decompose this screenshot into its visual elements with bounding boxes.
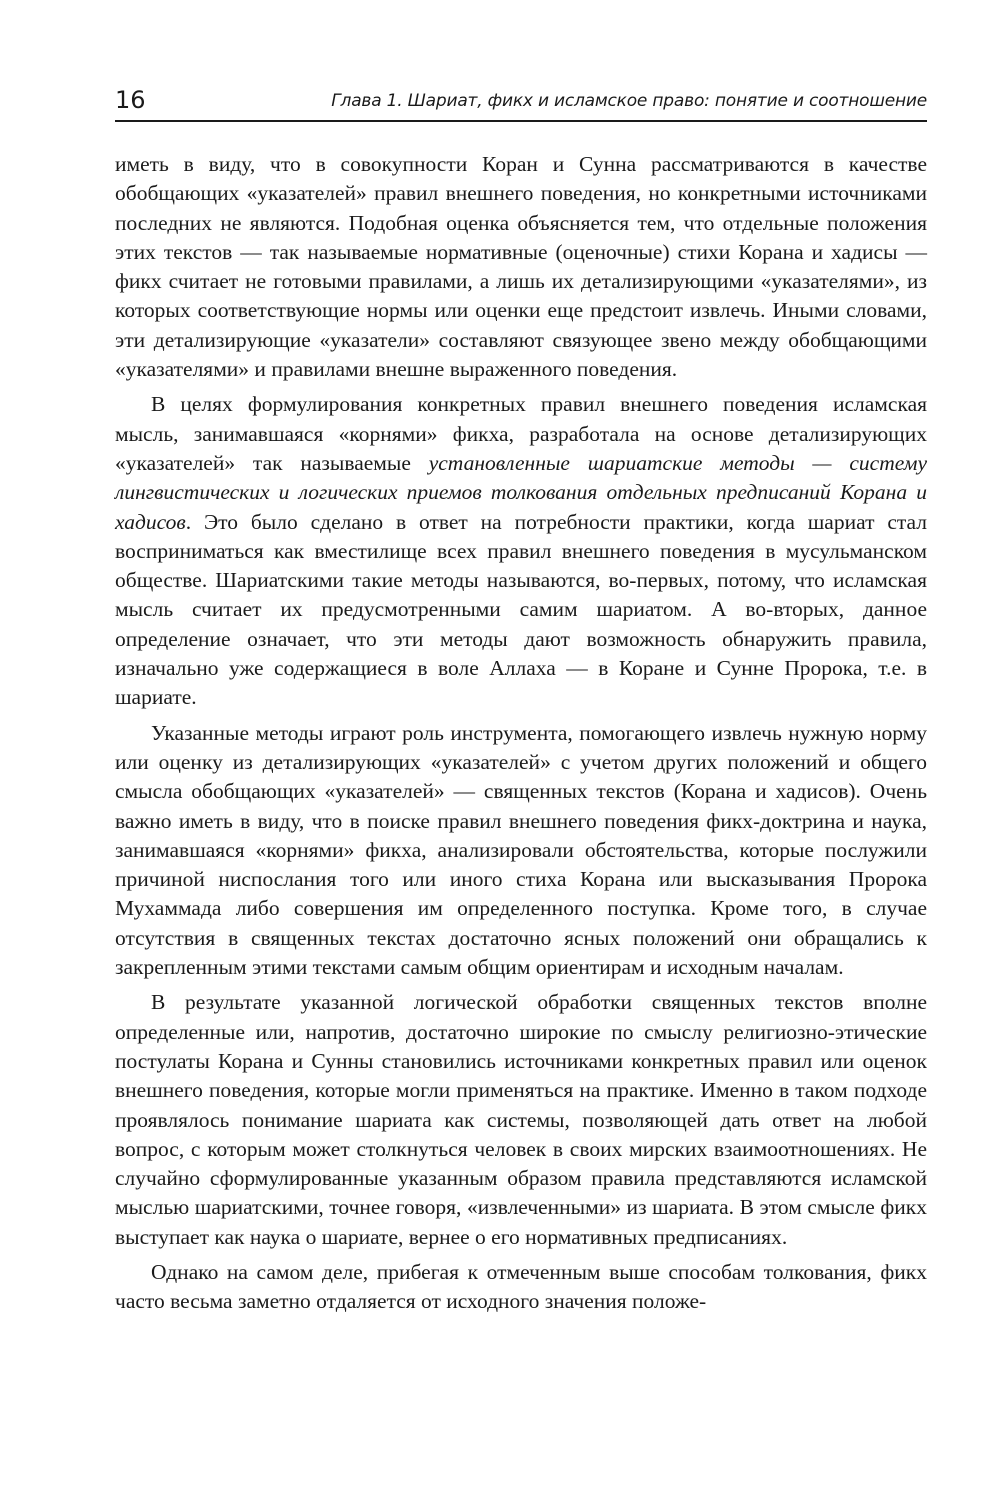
- paragraph-2-text-before: В целях формулирования конкретных правил внешнего поведения исламская мысль, занимавшаяся «корнями» фикха, разработала на основе детализирующих «указателей» так называемые: [115, 392, 927, 475]
- body-text: [115, 150, 927, 1317]
- page-header: [115, 84, 927, 122]
- paragraph-2: [115, 390, 927, 712]
- paragraph-4: В результате указанной логической обработки священных текстов вполне определенные или, напротив, достаточно широкие по смыслу религиозно-этические постулаты Корана и Сунны становились источниками конкретных правил или оценок внешнего поведения, которые могли применяться на практике. Именно в таком подходе проявлялось понимание шариата как системы, позволяющей дать ответ на любой вопрос, с которым может столкнуться человек в своих мирских взаимоотношениях. Не случайно сформулированные указанным образом правила представляются исламской мыслью шариатскими, точнее говоря, «извлеченными» из шариата. В этом смысле фикх выступает как наука о шариате, вернее о его нормативных предписаниях.: [115, 990, 927, 1249]
- paragraph-2-text-after: . Это было сделано в ответ на потребности практики, когда шариат стал восприниматься как вместилище всех правил внешнего поведения в мусульманском обществе. Шариатскими такие методы называются, во-первых, потому, что исламская мысль считает их предусмотренными самим шариатом. А во-вторых, данное определение означает, что эти методы дают возможность обнаружить правила, изначально уже содержащиеся в воле Аллаха — в Коране и Сунне Пророка, т.е. в шариате.: [115, 509, 927, 710]
- paragraph-1: иметь в виду, что в совокупности Коран и Сунна рассматриваются в качестве обобщающих «указателей» правил внешнего поведения, но конкретными источниками последних не являются. Подобная оценка объясняется тем, что отдельные положения этих текстов — так называемые нормативные (оценочные) стихи Корана и хадисы — фикх считает не готовыми правилами, а лишь их детализирующими «указателями», из которых соответствующие нормы или оценки еще предстоит извлечь. Иными словами, эти детализирующие «указатели» составляют связующее звено между обобщающими «указателями» и правилами внешне выраженного поведения.: [115, 152, 927, 382]
- paragraph-2-emphasis: установленные шариатские методы — систему лингвистических и логических приемов толкования отдельных предписаний Корана и хадисов: [115, 450, 927, 534]
- paragraph-3: Указанные методы играют роль инструмента, помогающего извлечь нужную норму или оценку из детализирующих «указателей» с учетом других положений и общего смысла обобщающих «указателей» — священных текстов (Корана и хадисов). Очень важно иметь в виду, что в поиске правил внешнего поведения фикх-доктрина и наука, занимавшаяся «корнями» фикха, анализировали обстоятельства, которые послужили причиной ниспослания того или иного стиха Корана или высказывания Пророка Мухаммада либо совершения им определенного поступка. Кроме того, в случае отсутствия в священных текстах достаточно ясных положений они обращались к закрепленным этими текстами самым общим ориентирам и исходным началам.: [115, 720, 927, 980]
- page-number: 16: [115, 86, 146, 114]
- running-title: Глава 1. Шариат, фикх и исламское право: понятие и соотношение: [331, 91, 927, 111]
- paragraph-5: Однако на самом деле, прибегая к отмеченным выше способам толкования, фикх часто весьма заметно отдаляется от исходного значения положе-: [115, 1259, 927, 1314]
